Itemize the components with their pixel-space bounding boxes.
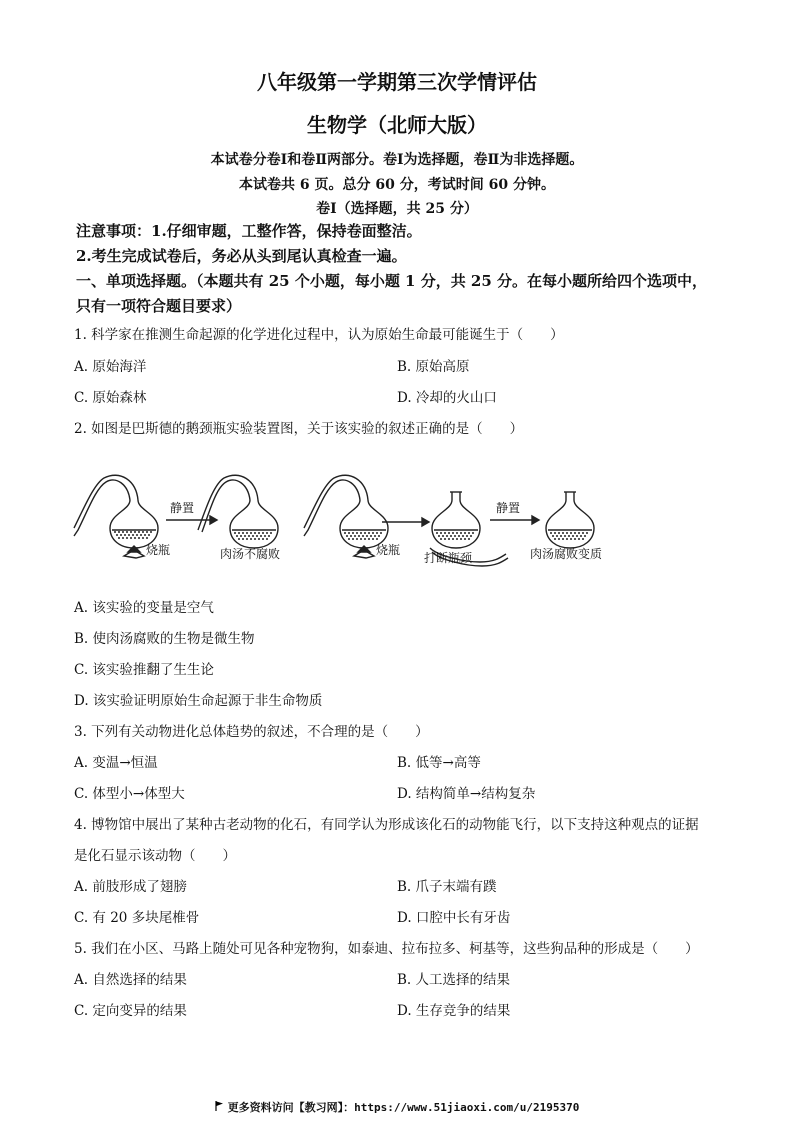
swan-neck-flask-figure xyxy=(70,470,630,574)
question-4-stem-line-2: 是化石显示该动物（ ） xyxy=(74,848,236,864)
notes-line-1: 注意事项：1.仔细审题，工整作答，保持卷面整洁。 xyxy=(76,222,422,240)
label-flask-2: 烧瓶 xyxy=(376,543,401,557)
question-4-option-b: B. 爪子末端有蹼 xyxy=(397,879,497,895)
question-1-option-d: D. 冷却的火山口 xyxy=(397,390,497,406)
question-1-option-c: C. 原始森林 xyxy=(74,390,147,406)
question-3-option-b: B. 低等→高等 xyxy=(397,755,481,771)
question-1-option-a: A. 原始海洋 xyxy=(74,359,147,375)
question-3-option-a: A. 变温→恒温 xyxy=(74,755,158,771)
footer xyxy=(0,1099,794,1115)
flask-2-icon xyxy=(198,475,278,548)
flask-5-icon xyxy=(546,492,594,548)
page-title: 八年级第一学期第三次学情评估 xyxy=(257,70,537,94)
label-no-rot: 肉汤不腐败 xyxy=(220,547,281,561)
subject-title: 生物学（北师大版） xyxy=(307,113,487,137)
question-5-option-b: B. 人工选择的结果 xyxy=(397,972,511,988)
question-2-stem: 2. 如图是巴斯德的鹅颈瓶实验装置图，关于该实验的叙述正确的是（ ） xyxy=(74,421,524,437)
question-5-option-a: A. 自然选择的结果 xyxy=(74,972,187,988)
label-flask-1: 烧瓶 xyxy=(146,543,171,557)
flag-icon xyxy=(215,1101,224,1114)
question-4-stem-line-1: 4. 博物馆中展出了某种古老动物的化石，有同学认为形成该化石的动物能飞行，以下支持这种观点的证据 xyxy=(74,817,699,833)
question-3-stem: 3. 下列有关动物进化总体趋势的叙述，不合理的是（ ） xyxy=(74,724,429,740)
question-2-option-d: D. 该实验证明原始生命起源于非生命物质 xyxy=(74,693,323,709)
intro-line-1: 本试卷分卷Ⅰ和卷Ⅱ两部分。卷Ⅰ为选择题，卷Ⅱ为非选择题。 xyxy=(210,152,584,168)
question-5-option-c: C. 定向变异的结果 xyxy=(74,1003,187,1019)
question-5-option-d: D. 生存竞争的结果 xyxy=(397,1003,511,1019)
footer-link[interactable]: 更多资料访问【教习网】：https://www.51jiaoxi.com/u/2195370 xyxy=(227,1101,580,1114)
question-3-option-d: D. 结构简单→结构复杂 xyxy=(397,786,536,802)
label-static-1: 静置 xyxy=(170,501,195,515)
question-3-option-c: C. 体型小→体型大 xyxy=(74,786,185,802)
label-break-neck: 打断瓶颈 xyxy=(424,551,473,565)
notes-line-2: 2.考生完成试卷后，务必从头到尾认真检查一遍。 xyxy=(76,247,407,265)
question-2-option-b: B. 使肉汤腐败的生物是微生物 xyxy=(74,631,255,647)
question-1-option-b: B. 原始高原 xyxy=(397,359,470,375)
question-4-option-a: A. 前肢形成了翅膀 xyxy=(74,879,187,895)
question-5-stem: 5. 我们在小区、马路上随处可见各种宠物狗，如泰迪、拉布拉多、柯基等，这些狗品种的形成是（ ） xyxy=(74,941,699,957)
question-2-option-a: A. 该实验的变量是空气 xyxy=(74,600,214,616)
question-1-stem: 1. 科学家在推测生命起源的化学进化过程中，认为原始生命最可能诞生于（ ） xyxy=(74,327,564,343)
section-heading-1: 一、单项选择题。（本题共有 25 个小题，每小题 1 分，共 25 分。在每小题所给四个选项中， xyxy=(76,272,708,290)
volume-heading: 卷Ⅰ（选择题，共 25 分） xyxy=(316,201,478,217)
intro-line-2: 本试卷共 6 页。总分 60 分，考试时间 60 分钟。 xyxy=(239,177,555,193)
section-heading-2: 只有一项符合题目要求） xyxy=(76,297,242,315)
question-2-option-c: C. 该实验推翻了生生论 xyxy=(74,662,214,678)
label-rot: 肉汤腐败变质 xyxy=(530,547,603,561)
question-4-option-c: C. 有 20 多块尾椎骨 xyxy=(74,910,200,926)
label-static-2: 静置 xyxy=(496,501,521,515)
question-4-option-d: D. 口腔中长有牙齿 xyxy=(397,910,511,926)
